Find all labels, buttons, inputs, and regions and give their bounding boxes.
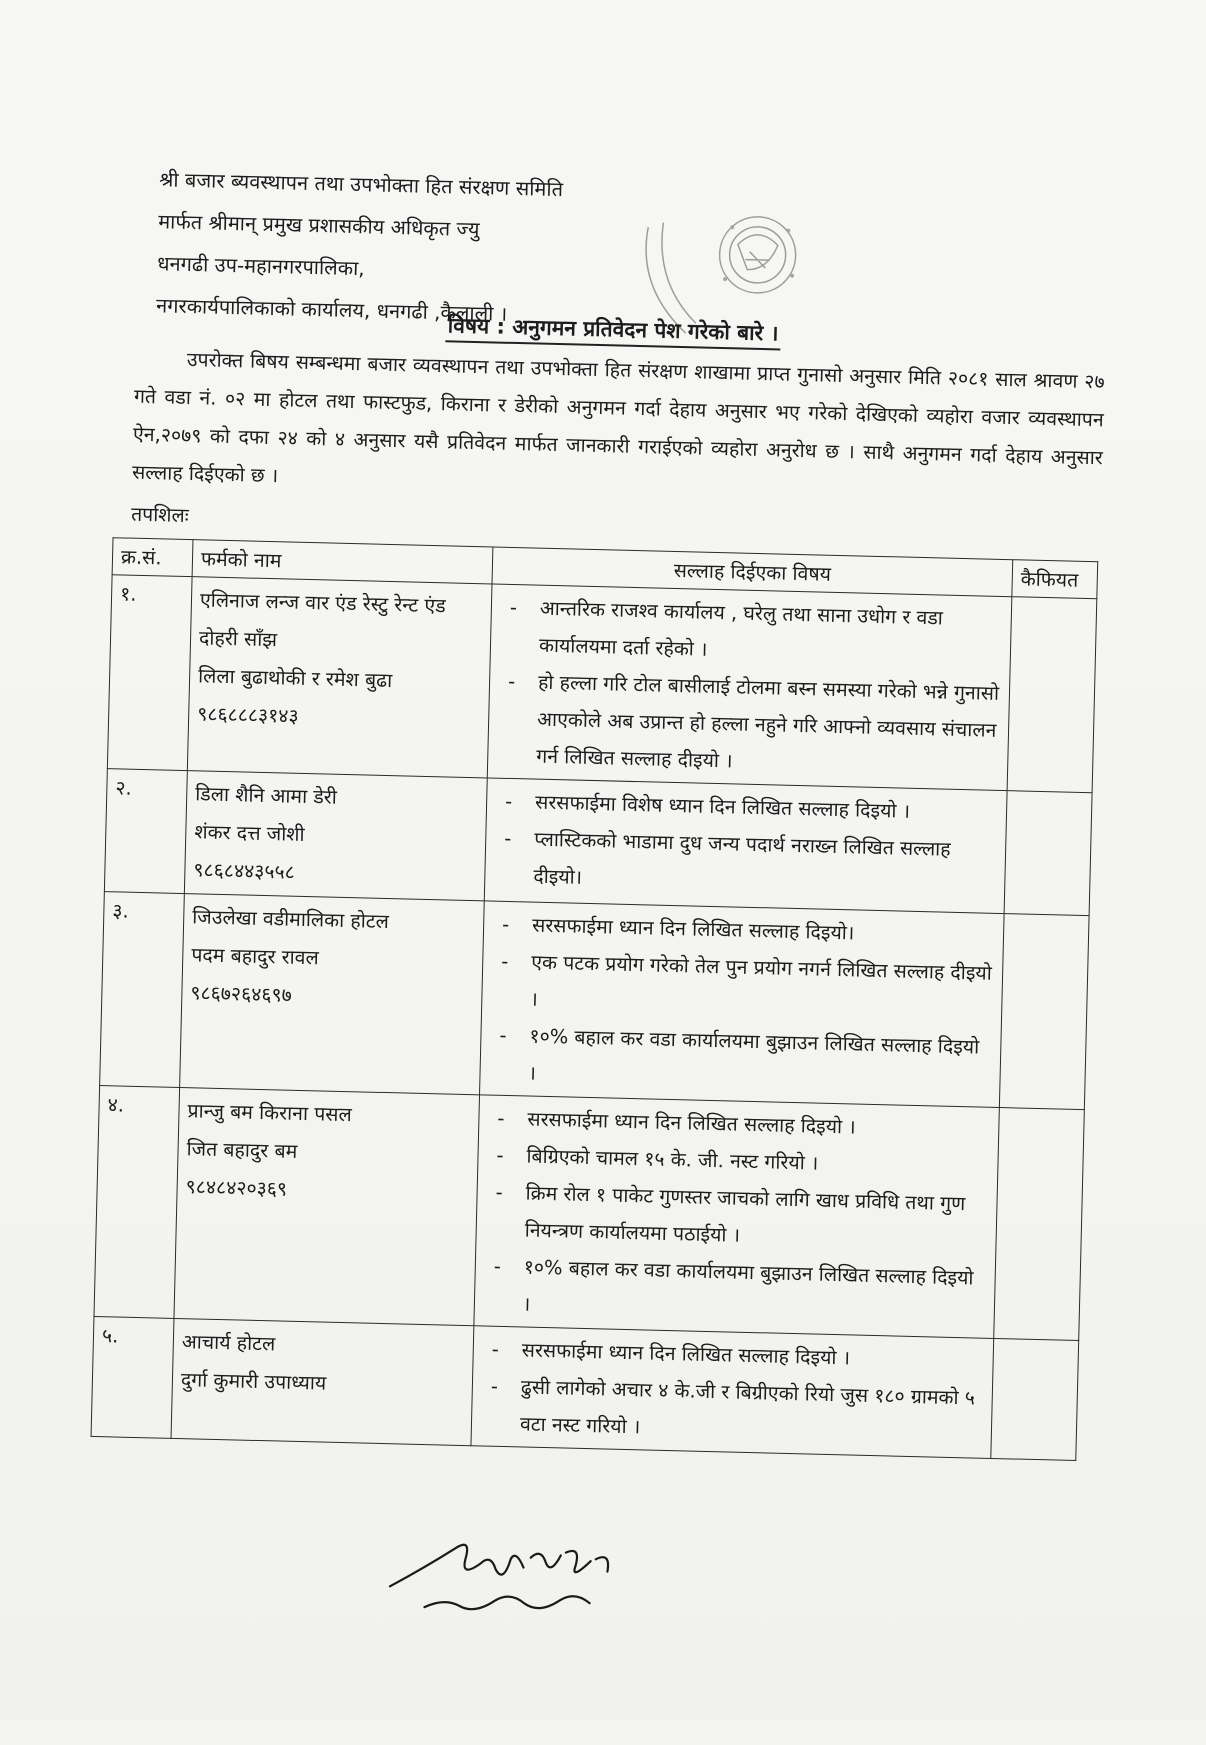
address-line: धनगढी उप-महानगरपालिका, bbox=[156, 251, 365, 281]
monitoring-table bbox=[91, 537, 1099, 1461]
table-row bbox=[94, 1086, 1084, 1341]
advice-item: - सरसफाईमा ध्यान दिन लिखित सल्लाह दिइयो । bbox=[481, 1330, 985, 1379]
firm-cell bbox=[184, 771, 487, 901]
table-row bbox=[100, 892, 1089, 1110]
owner-name: पदम बहादुर रावल bbox=[191, 943, 320, 970]
serial-cell: २. bbox=[104, 769, 187, 894]
firm-name: आचार्य होटल bbox=[181, 1330, 276, 1356]
remarks-cell bbox=[1004, 791, 1092, 916]
header-serial: क्र.सं. bbox=[112, 538, 193, 577]
advice-cell bbox=[480, 901, 1005, 1108]
advice-item: - ढुसी लागेको अचार ४ के.जी र बिग्रीएको रियो जुस १८० ग्रामको ५ वटा नस्ट गरियो । bbox=[480, 1367, 985, 1453]
handwritten-signature bbox=[384, 1526, 636, 1622]
phone-number: ९८६७२६४६९७ bbox=[190, 981, 293, 1007]
owner-name: दुर्गा कुमारी उपाध्याय bbox=[180, 1368, 327, 1395]
advice-cell bbox=[484, 778, 1007, 914]
advice-item: - बिग्रिएको चामल १५ के. जी. नस्ट गरियो । bbox=[486, 1137, 990, 1186]
serial-cell: ४. bbox=[94, 1086, 180, 1319]
header-advice: सल्लाह दिईएका विषय bbox=[492, 547, 1013, 597]
serial-cell: ३. bbox=[100, 892, 185, 1088]
owner-name: शंकर दत्त जोशी bbox=[194, 820, 305, 846]
advice-item: - १०% बहाल कर वडा कार्यालयमा बुझाउन लिखित सल्लाह दिइयो । bbox=[488, 1017, 993, 1103]
firm-name: डिला शैनि आमा डेरी bbox=[195, 782, 338, 809]
advice-cell bbox=[474, 1095, 999, 1339]
advice-item: - १०% बहाल कर वडा कार्यालयमा बुझाउन लिखित सल्लाह दिइयो । bbox=[482, 1247, 987, 1333]
table-row bbox=[107, 575, 1096, 793]
owner-name: जित बहादुर बम bbox=[186, 1137, 298, 1163]
advice-item: - हो हल्ला गरि टोल बासीलाई टोलमा बस्न समस्या गरेको भन्ने गुनासो आएकोले अब उप्रान्त हो हल्ला नहुने गरि आफ्नो व्यवसाय संचालन गर्न लिखित सल्लाह दीइयो । bbox=[496, 663, 1002, 786]
remarks-cell bbox=[994, 1108, 1085, 1341]
table-row bbox=[91, 1316, 1079, 1460]
address-line: नगरकार्यपालिकाको कार्यालय, धनगढी ,कैलाली । bbox=[155, 293, 508, 326]
firm-cell bbox=[187, 577, 492, 778]
firm-cell bbox=[171, 1318, 474, 1445]
firm-cell bbox=[174, 1088, 480, 1326]
advice-item: - प्लास्टिकको भाडामा दुध जन्य पदार्थ नराख्न लिखित सल्लाह दीइयो। bbox=[493, 820, 998, 906]
advice-cell bbox=[471, 1326, 994, 1459]
firm-name: दोहरी साँझ bbox=[198, 626, 278, 652]
owner-name: लिला बुढाथोकी र रमेश बुढा bbox=[197, 664, 393, 693]
letter-body bbox=[132, 340, 1105, 516]
body-paragraph: उपरोक्त बिषय सम्बन्धमा बजार व्यवस्थापन तथा उपभोक्ता हित संरक्षण शाखामा प्राप्त गुनासो अनुसार मिति २०८१ साल श्रावण २७ गते वडा नं. ०२ मा होटल तथा फास्टफुड, किराना र डेरीको अनुगमन गर्दा देहाय अनुसार भए गरेको देखिएको व्यहोरा वजार व्यवस्थापन ऐन,२०७९ को दफा २४ को ४ अनुसार यसै प्रतिवेदन मार्फत जानकारी गराईएको व्यहोरा अनुरोध छ । साथै अनुगमन गर्दा देहाय अनुसार सल्लाह दिईएको छ । bbox=[131, 347, 1105, 488]
table-row bbox=[104, 769, 1092, 916]
advice-item: - सरसफाईमा ध्यान दिन लिखित सल्लाह दिइयो। bbox=[492, 906, 996, 955]
remarks-cell bbox=[1007, 597, 1097, 793]
header-remarks: कैफियत bbox=[1012, 560, 1098, 599]
details-label: तपशिलः bbox=[130, 502, 190, 528]
recipient-address bbox=[156, 158, 564, 336]
advice-item: - सरसफाईमा विशेष ध्यान दिन लिखित सल्लाह दिइयो । bbox=[495, 783, 999, 832]
header-firm-name: फर्मको नाम bbox=[192, 540, 493, 584]
phone-number: ९८६८४४३५५८ bbox=[193, 858, 296, 884]
advice-item: - सरसफाईमा ध्यान दिन लिखित सल्लाह दिइयो । bbox=[487, 1100, 991, 1149]
advice-cell bbox=[487, 584, 1012, 791]
firm-cell bbox=[180, 894, 485, 1095]
advice-item: - आन्तरिक राजश्व कार्यालय , घरेलु तथा साना उधोग र वडा कार्यालयमा दर्ता रहेको । bbox=[499, 589, 1004, 675]
phone-number: ९८६८८८३१४३ bbox=[196, 702, 299, 728]
address-line: श्री बजार ब्यवस्थापन तथा उपभोक्ता हित संरक्षण समिति bbox=[158, 167, 564, 202]
serial-cell: ५. bbox=[91, 1316, 174, 1438]
letter-subject: विषय : अनुगमन प्रतिवेदन पेश गरेको बारे । bbox=[445, 311, 780, 350]
advice-item: - क्रिम रोल १ पाकेट गुणस्तर जाचको लागि खाध प्रविधि तथा गुण नियन्त्रण कार्यालयमा पठाईयो । bbox=[484, 1174, 989, 1260]
remarks-cell bbox=[999, 914, 1089, 1110]
remarks-cell bbox=[991, 1338, 1079, 1460]
serial-cell: १. bbox=[107, 575, 192, 771]
address-line: मार्फत श्रीमान् प्रमुख प्रशासकीय अधिकृत ज्यु bbox=[157, 209, 480, 242]
firm-name: जिउलेखा वडीमालिका होटल bbox=[191, 905, 390, 934]
firm-name: एलिनाज लन्ज वार एंड रेस्टु रेन्ट एंड bbox=[199, 588, 446, 618]
advice-item: - एक पटक प्रयोग गरेको तेल पुन प्रयोग नगर्न लिखित सल्लाह दीइयो । bbox=[490, 943, 995, 1029]
firm-name: प्रान्जु बम किराना पसल bbox=[187, 1099, 353, 1127]
phone-number: ९८४८४२०३६९ bbox=[185, 1175, 288, 1201]
